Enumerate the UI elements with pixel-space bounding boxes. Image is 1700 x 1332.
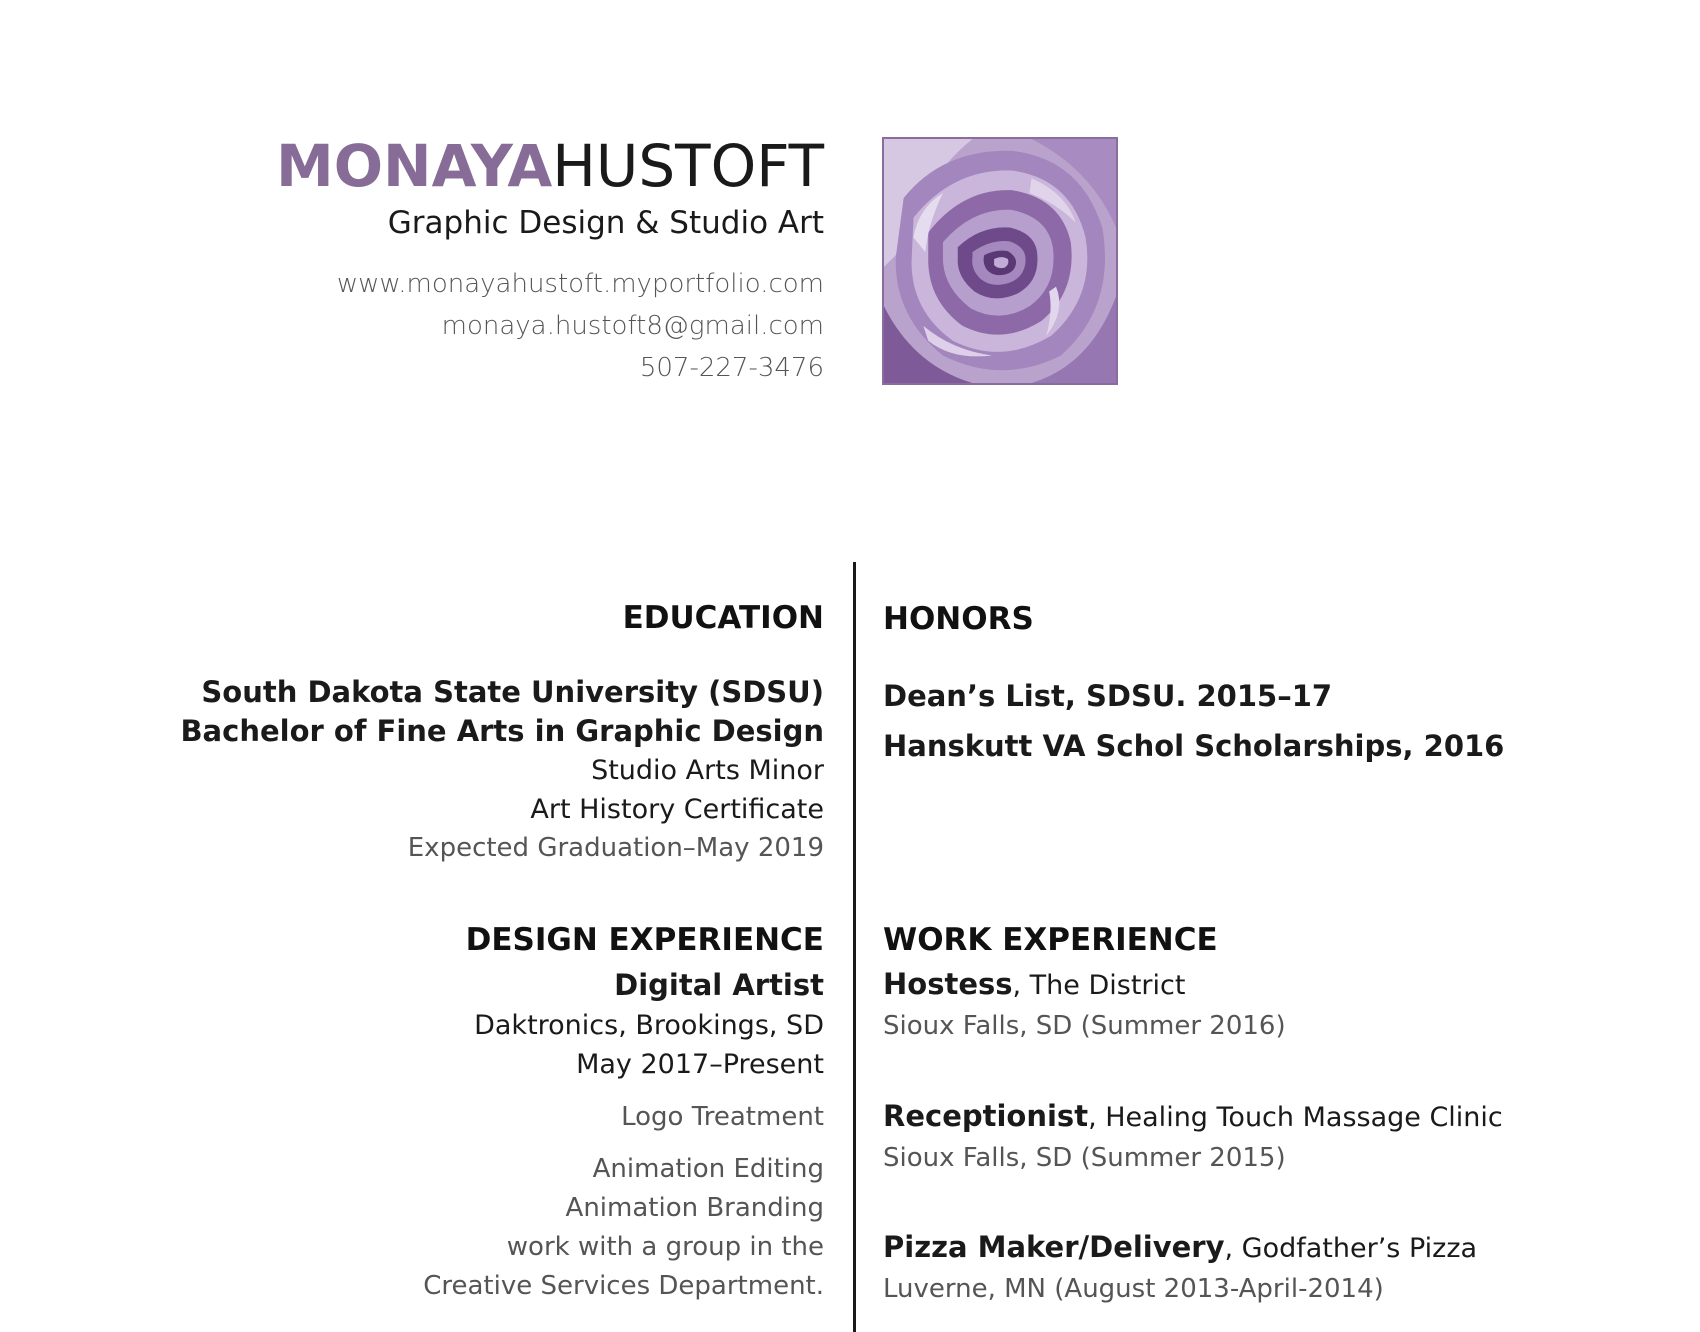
education-degree: Bachelor of Fine Arts in Graphic Design [180,714,824,748]
work-job-1 [883,964,1185,1009]
education-minor: Studio Arts Minor [591,755,824,786]
design-job-dates: May 2017–Present [576,1049,824,1080]
education-school: South Dakota State University (SDSU) [201,675,824,709]
phone-number: 507-227-3476 [639,353,824,383]
work-job-3 [883,1227,1477,1272]
education-certificate: Art History Certificate [530,794,824,825]
resume-name [276,128,824,204]
honors-heading: HONORS [883,601,1034,637]
honors-item-2: Hanskutt VA Schol Scholarships, 2016 [883,729,1505,763]
work-job-2-title: Receptionist [883,1099,1089,1133]
work-job-2 [883,1096,1503,1141]
design-duty-line-3: work with a group in the [506,1232,824,1262]
design-duty-logo: Logo Treatment [621,1102,824,1132]
column-divider [853,562,856,1332]
last-name: HUSTOFT [552,132,824,200]
education-graduation: Expected Graduation–May 2019 [407,833,824,863]
work-job-3-location: Luverne, MN (August 2013-April-2014) [883,1274,1384,1304]
work-job-3-employer: , Godfather’s Pizza [1224,1233,1478,1264]
email-link[interactable]: monaya.hustoft8@gmail.com [441,311,824,341]
work-job-3-title: Pizza Maker/Delivery [883,1230,1225,1264]
work-job-1-location: Sioux Falls, SD (Summer 2016) [883,1011,1286,1041]
design-job-title: Digital Artist [614,968,824,1002]
design-experience-heading: DESIGN EXPERIENCE [465,922,824,958]
first-name: MONAYA [276,132,553,200]
resume-subtitle: Graphic Design & Studio Art [387,205,824,241]
work-job-2-location: Sioux Falls, SD (Summer 2015) [883,1143,1286,1173]
design-job-company: Daktronics, Brookings, SD [474,1010,824,1041]
design-duty-line-4: Creative Services Department. [423,1271,824,1301]
education-heading: EDUCATION [622,600,824,636]
work-job-2-employer: , Healing Touch Massage Clinic [1088,1102,1503,1133]
website-link[interactable]: www.monayahustoft.myportfolio.com [336,269,824,299]
design-duty-line-1: Animation Editing [592,1154,824,1184]
honors-item-1: Dean’s List, SDSU. 2015–17 [883,679,1333,713]
work-experience-heading: WORK EXPERIENCE [883,922,1218,958]
work-job-1-title: Hostess [883,967,1013,1001]
rose-icon [882,137,1118,385]
design-duty-line-2: Animation Branding [565,1193,824,1223]
work-job-1-employer: , The District [1012,970,1186,1001]
